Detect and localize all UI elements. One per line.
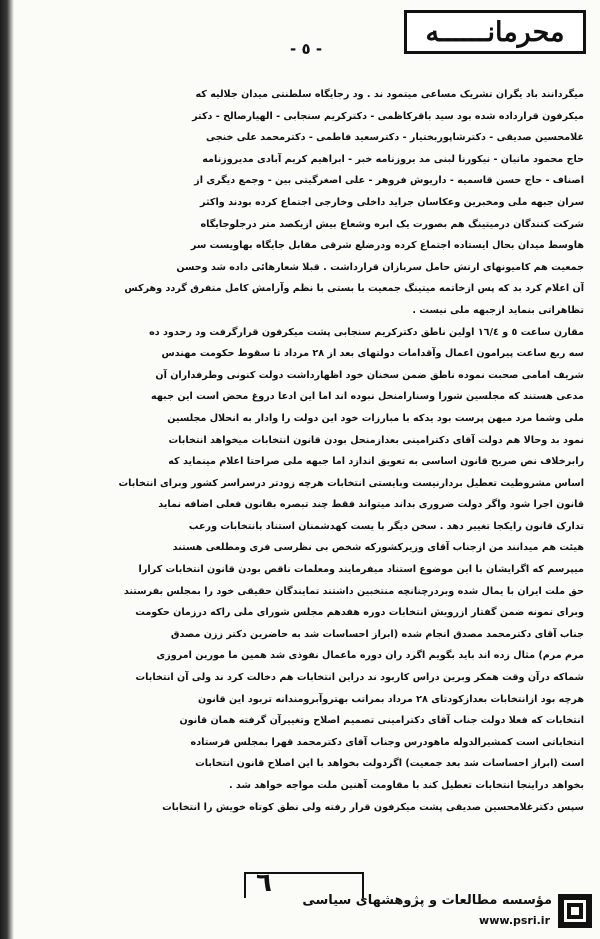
classification-stamp — [404, 10, 586, 54]
classification-label: محرمانــــــه — [425, 16, 565, 48]
text-line: میکرفون قرارداده شده بود سید باقرکاظمی - دکترکریم سنجابی - الهیارصالح - دکتر — [192, 110, 584, 122]
text-line: اصناف - حاج حسن قاسمیه - داریوش فروهر - علی اصغرگیتی بین - وجمع دیگری از — [194, 175, 584, 187]
text-line: مدعی هستند که مجلسین شورا وسنارامنحل نبوده اند اما این ادعا دروغ محض است این جبهه — [151, 391, 584, 403]
scan-edge-shadow — [0, 0, 14, 939]
text-line: سران جبهه ملی ومخبرین وعکاسان جراید داخلی وخارجی اجتماع کرده بودند واکثر — [200, 196, 584, 208]
text-line: شرکت کنندگان درمیتینگ هم بصورت یک ابره وشعاع بیش ازیکصد متر درجلوجایگاه — [200, 218, 584, 230]
text-line: حق ملت ایران با یمال شده وبردرچنانچه منتخبین داشتند تمایندگان حقیقی خود را بمجلس بفرستند — [123, 585, 584, 597]
text-line: رابرخلاف نص صریح قانون اساسی به تعویق اندازد اما جبهه ملی صراحتا اعلام مینماید که — [168, 456, 584, 468]
institute-watermark — [302, 892, 592, 932]
text-line: جناب آقای دکترمحمد مصدق انجام شده (ابراز احساسات شد به حاضرین دکتر ززن مصدق — [170, 628, 584, 640]
institute-url: www.psri.ir — [479, 914, 550, 927]
text-line: هرچه بود ازانتخابات بعدازکودتای ۲۸ مرداد بمراتب بهتروآبرومندانه تربود این قانون — [197, 693, 584, 705]
text-line: تدارک قانون رایکجا تغییر دهد . سخن دیگر با یست کهدشمنان استناد بانتخابات ورعب — [188, 520, 584, 532]
text-line: شریف امامی صحبت نموده ناطق ضمن سخنان خود اظهارداشت دولت کنونی وطرفداران آن — [155, 369, 584, 381]
page-number: ٦ — [256, 868, 272, 898]
text-line: مرم مرم) مثال زده اند باید بگویم اگرد ران دوره ماعمال نفوذی شد همین ما مورین امروزی — [156, 650, 584, 662]
institute-name: مؤسسه مطالعات و پژوهشهای سیاسی — [302, 893, 552, 908]
text-line: وبرای نمونه ضمن گفتار ازرویش انتخابات دوره هفدهم مجلس شورای ملی راکه درزمان حکومت — [135, 607, 584, 619]
text-line: میگردانند باد یگران تشریک مساعی میتمود ند . ود رجایگاه سلطنتی میدان جلالیه که — [195, 89, 584, 100]
text-line: غلامحسین صدیقی - دکترشاپوربختیار - دکترسعید فاطمی - دکترمحمد علی خنجی — [205, 132, 584, 144]
document-body — [26, 84, 584, 864]
text-line: بخواهد دراینجا انتخابات تعطیل کند با مقاومت آهنین ملت مواجه خواهد شد . — [228, 780, 584, 791]
text-line: انتخاباتی است کمشیرالدوله ماهودرس وجناب آقای دکترمحمد قهرا بمجلس فرستاده — [190, 736, 584, 748]
text-line: قانون اجرا شود واگر دولت ضروری بداند میتواند فقط چند تبصره بقانون فعلی اضافه نماید — [158, 499, 584, 511]
text-line: میپرسم که اگرایشان با این موضوع استناد میفرمایند ومعلمات ناقص بودن قانون انتخابات کرارا — [138, 564, 584, 576]
text-line: ملی وشما مرد میهن پرست بود یدکه با مبارزات خود این دولت را وادار به انحلال مجلسین — [167, 412, 584, 424]
text-line: مقارن ساعت ٥ و ١٦/٤ اولین ناطق دکترکریم سنجابی پشت میکرفون قرارگرفت ود رحدود ده — [149, 326, 584, 338]
text-line: سپس دکترغلامحسین صدیقی پشت میکرفون قرار رفته ولی نطق کوتاه خویش را انتخابات — [162, 801, 584, 813]
text-line: انتخابات که فعلا دولت جناب آقای دکترامینی تصمیم اصلاح وتغییرآن گرفته همان قانون — [179, 715, 584, 727]
text-line: سه ربع ساعت پیرامون اعمال وآقدامات دولتهای بعد از ۲۸ مرداد تا سقوط حکومت مهندس — [161, 348, 584, 360]
text-line: هیئت هم میدانند من ازجناب آقای وزیرکشورکه شخص بی نظرسی فری ومطلعی هستند — [172, 542, 584, 554]
text-line: شماکه درآن وقت همکر وبرین دراس کاربود ند دراین انتخابات هم دخالت کرد ند ولی آن انتخابات — [135, 672, 584, 684]
text-line: آن اعلام کرد بد که پس ازخاتمه میتینگ جمعیت با بستی با نظم وآرامش کامل متفرق گردد وهرکس — [124, 283, 584, 295]
page-mark: - ٥ - — [290, 40, 323, 58]
text-line: اساس مشروطیت تعطیل بردارنیست وبایستی انتخابات هرچه زودتر درسراسر کشور وبرای انتخابات — [118, 477, 584, 489]
text-line: حاج محمود مانیان - نیکورنا لبنی مد یروزنامه خبر - ابراهیم کریم آبادی مدیروزنامه — [202, 153, 584, 165]
text-line: است (ابراز احساسات شد بعد جمعیت) اگردولت بخواهد با این اصلاح قانون انتخابات — [195, 758, 584, 770]
text-line: تظاهراتی بنماید ازجبهه ملی نیست . — [412, 304, 584, 316]
text-line: نمود بد وحالا هم دولت آقای دکترامینی بعدازمنحل بودن قانون انتخابات میخواهد انتخابات — [168, 434, 584, 446]
text-line: هاوسط میدان بحال ایستاده اجتماع کرده ودرضلع شرقی مقابل جایگاه بهاویست سر — [190, 240, 584, 252]
text-line: جمعیت هم کامیونهای ارتش حامل سربازان قرارداشت . قبلا شعارهائی داده شد وحسن — [176, 261, 584, 273]
institute-logo-icon — [558, 894, 592, 928]
